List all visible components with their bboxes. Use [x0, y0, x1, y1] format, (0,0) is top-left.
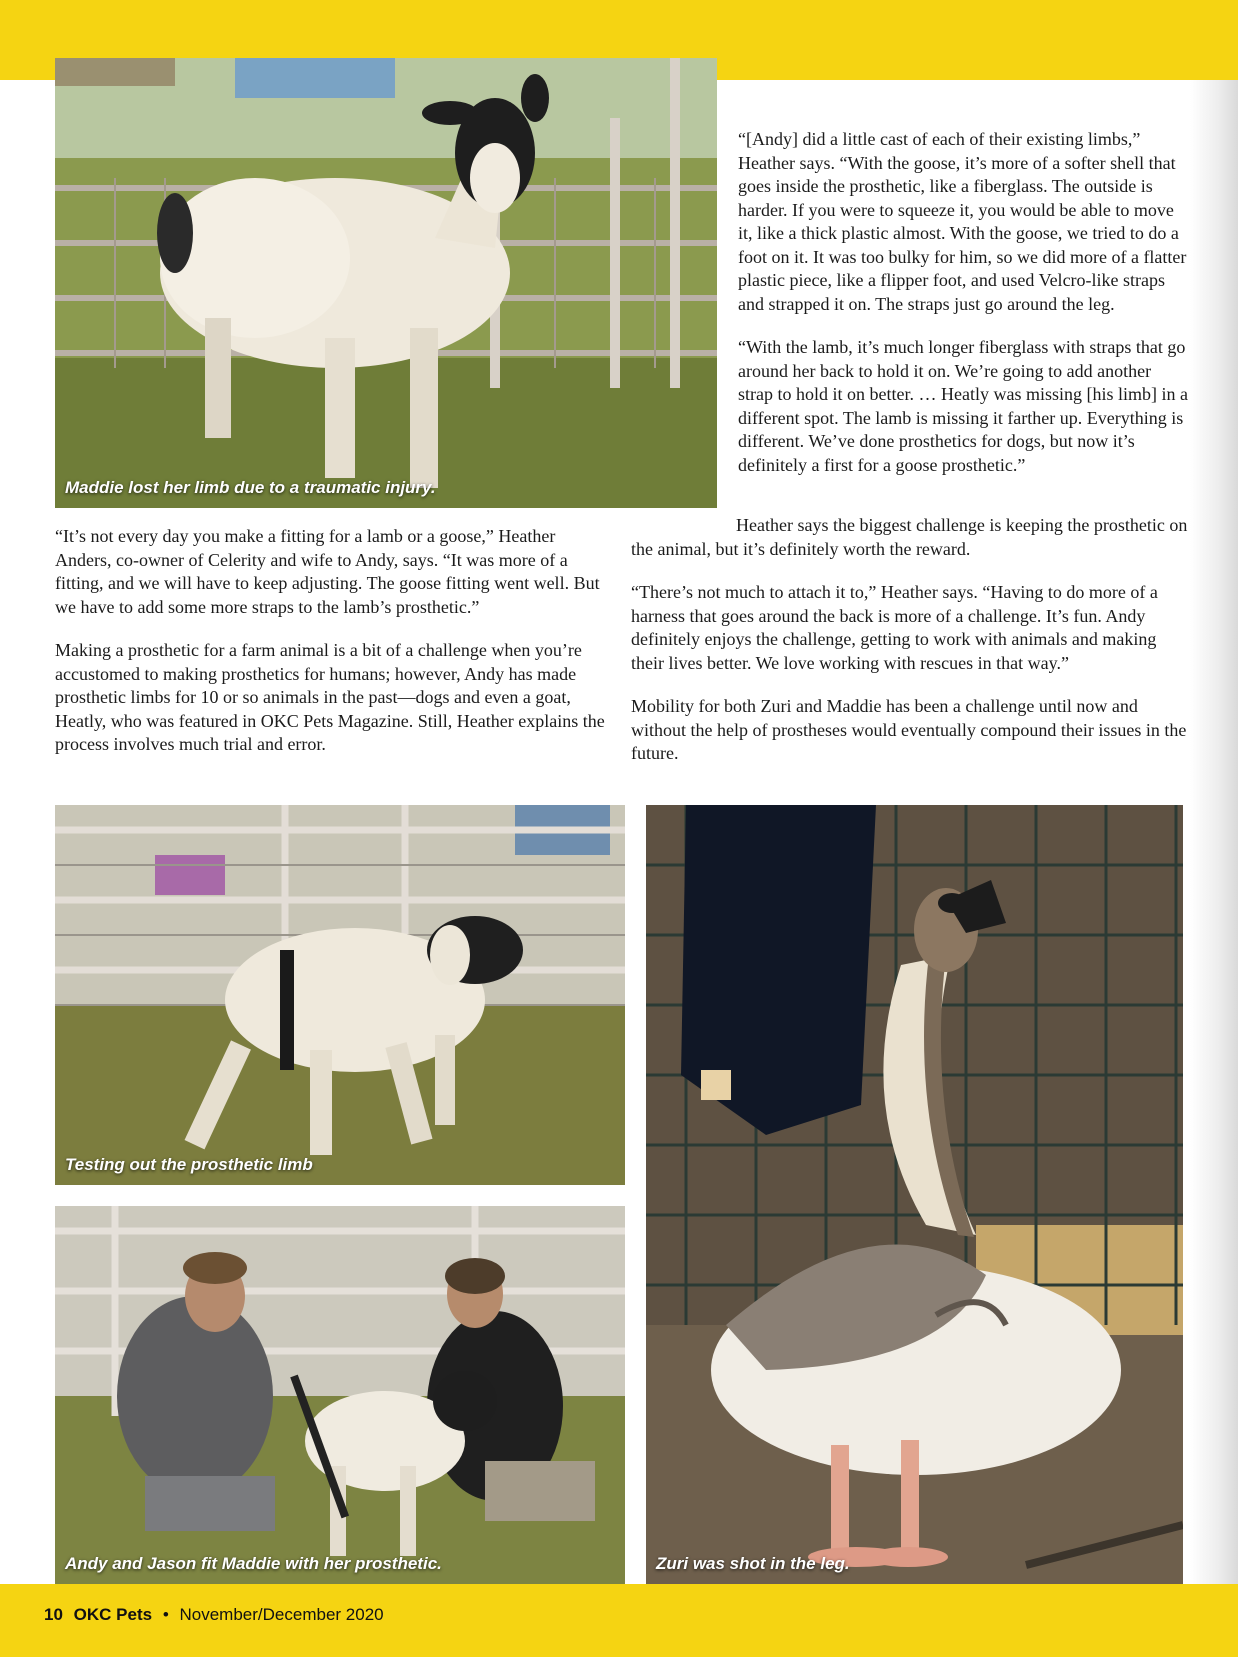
zuri-illustration: [646, 805, 1183, 1584]
right-column-top-text: [738, 128, 1188, 497]
photo-testing-prosthetic: [55, 805, 625, 1185]
paragraph: “[Andy] did a little cast of each of their existing limbs,” Heather says. “With the goose, it’s more of a softer shell that goes inside the prosthetic, like a fiberglass. The outside is harder. If you were to squeeze it, you would be able to move it, like a thick plastic almost. With the goose, we tried to do a foot on it. It was too bulky for him, so we did more of a flatter plastic piece, like a flipper foot, and used Velcro-like straps and strapped it on. The straps just go around the leg.: [738, 129, 1187, 314]
photo-fitting-prosthetic: [55, 1206, 625, 1584]
page-edge-shadow: [1190, 80, 1238, 1584]
photo-caption: Maddie lost her limb due to a traumatic injury.: [65, 478, 436, 497]
paragraph: “With the lamb, it’s much longer fiberglass with straps that go around her back to hold it on. We’re going to add another strap to hold it on better. … Heatly was missing [his limb] in a different spot. The lamb is missing it farther up. Everything is different. We’ve done prosthetics for dogs, but now it’s definitely a first for a goose prosthetic.”: [738, 337, 1188, 475]
page-number: 10: [44, 1605, 63, 1624]
page-footer: [44, 1605, 384, 1625]
photo-caption: Zuri was shot in the leg.: [656, 1554, 850, 1573]
testing-illustration: [55, 805, 625, 1185]
issue-date: November/December 2020: [179, 1605, 384, 1624]
footer-separator: •: [162, 1605, 169, 1624]
paragraph: Heather says the biggest challenge is keeping the prosthetic on the animal, but it’s definitely worth the reward.: [631, 515, 1188, 559]
left-column-text: [55, 525, 610, 777]
photo-zuri-goose: [646, 805, 1183, 1584]
photo-caption: Testing out the prosthetic limb: [65, 1155, 313, 1174]
maddie-illustration: [55, 58, 717, 508]
fitting-illustration: [55, 1206, 625, 1584]
paragraph: Mobility for both Zuri and Maddie has been a challenge until now and without the help of prostheses would eventually compound their issues in the future.: [631, 696, 1187, 763]
paragraph: “It’s not every day you make a fitting for a lamb or a goose,” Heather Anders, co-owner of Celerity and wife to Andy, says. “It was more of a fitting, and we will have to keep adjusting. The goose fitting went well. But we have to add some more straps to the lamb’s prosthetic.”: [55, 526, 600, 617]
magazine-name: OKC Pets: [73, 1605, 153, 1624]
photo-maddie-standing: [55, 58, 717, 508]
photo-caption: Andy and Jason fit Maddie with her prosthetic.: [65, 1554, 442, 1573]
right-column-bottom-text: [631, 514, 1188, 786]
paragraph: “There’s not much to attach it to,” Heather says. “Having to do more of a harness that goes around the back is more of a challenge. It’s fun. Andy definitely enjoys the challenge, getting to work with animals and making their lives better. We love working with rescues in that way.”: [631, 582, 1158, 673]
paragraph: Making a prosthetic for a farm animal is a bit of a challenge when you’re accustomed to making prosthetics for humans; however, Andy has made prosthetic limbs for 10 or so animals in the past—dogs and even a goat, Heatly, who was featured in OKC Pets Magazine. Still, Heather explains the process involves much trial and error.: [55, 640, 605, 754]
